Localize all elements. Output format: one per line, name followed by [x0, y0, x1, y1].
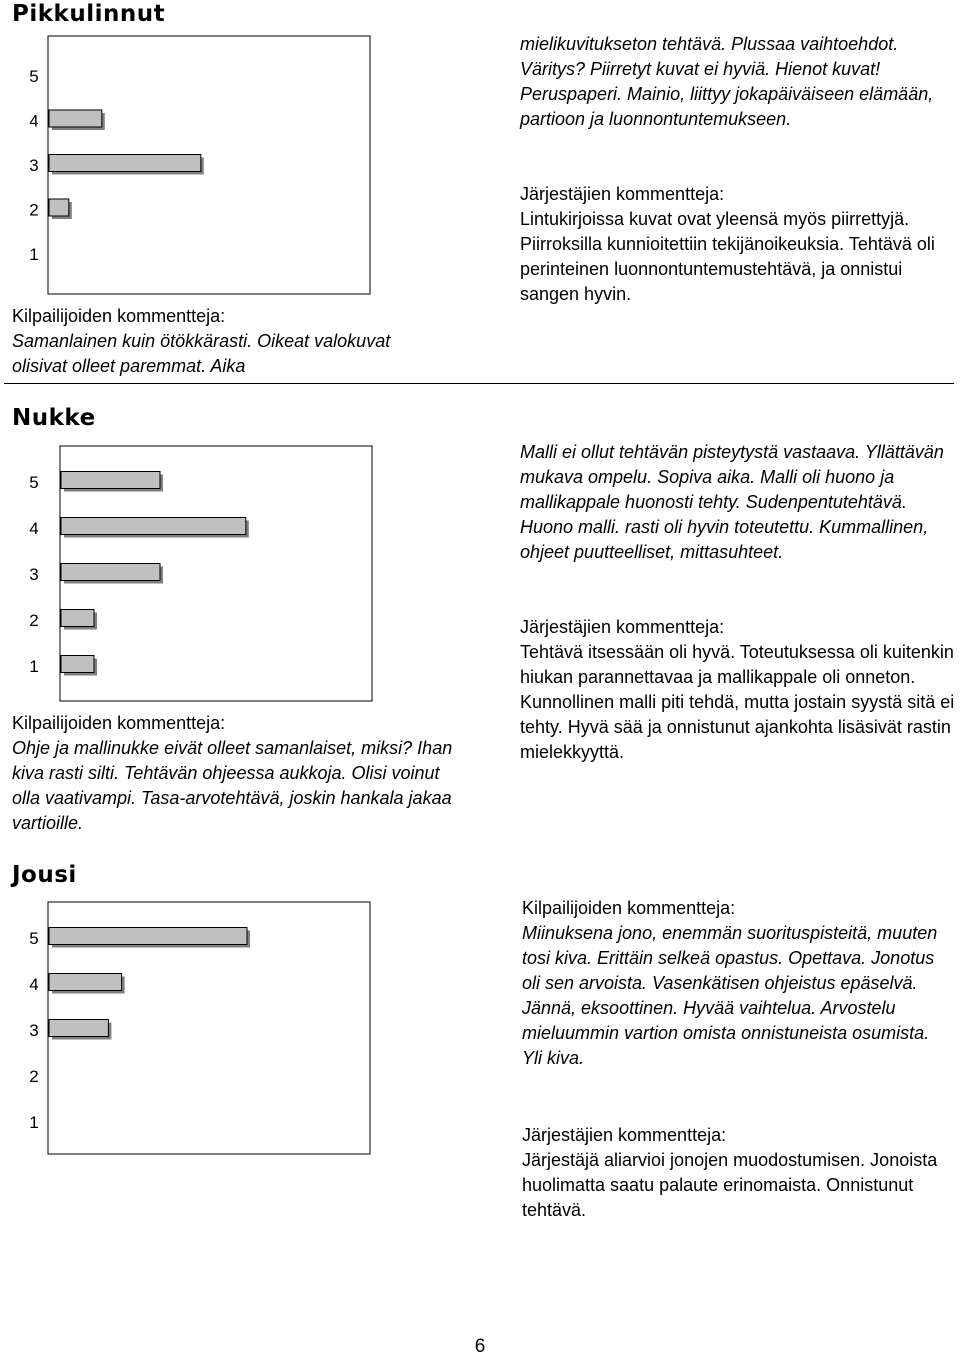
chart-nukke	[14, 444, 374, 710]
chart-jousi-svg	[14, 902, 374, 1157]
organizer-comments-text: Tehtävä itsessään oli hyvä. Toteutuksessa oli kuitenkin hiukan parannettavaa ja mallikappale oli onneton. Kunnollinen malli piti tehdä, mutta jostain syystä sitä ei tehty. Hyvä sää ja onnistunut ajankohta lisäsivät rastin mielekkyyttä.	[520, 642, 955, 762]
section-title-jousi: Jousi	[12, 862, 77, 888]
tick-label: 4	[29, 519, 39, 538]
bar	[49, 928, 247, 945]
participant-comments-nukke-right	[520, 440, 960, 565]
tick-label: 1	[29, 245, 39, 264]
tick-label: 5	[29, 929, 39, 948]
tick-label: 4	[29, 975, 39, 994]
organizer-comments-text: Lintukirjoissa kuvat ovat yleensä myös piirrettyjä. Piirroksilla kunnioitettiin tekijänoikeuksia. Tehtävä oli perinteinen luonnontuntemustehtävä, ja onnistui sangen hyvin.	[520, 209, 935, 304]
tick-label: 1	[29, 657, 39, 676]
participant-comments-text-cont: mielikuvitukseton tehtävä. Plussaa vaihtoehdot. Väritys? Piirretyt kuvat ei hyviä. Hienot kuvat! Peruspaperi. Mainio, liittyy jokapäiväiseen elämään, partioon ja luonnontuntemukseen.	[520, 34, 934, 129]
bar	[61, 610, 94, 627]
section-divider	[4, 383, 954, 384]
tick-label: 2	[29, 611, 39, 630]
bar	[49, 110, 102, 127]
tick-label: 3	[29, 1021, 39, 1040]
bar	[49, 1020, 108, 1037]
participant-comments-text: Ohje ja mallinukke eivät olleet samanlaiset, miksi? Ihan kiva rasti silti. Tehtävän ohjeessa aukkoja. Olisi voinut olla vaativampi. Tasa-arvotehtävä, joskin hankala jakaa vartioille.	[12, 738, 453, 833]
tick-label: 5	[29, 473, 39, 492]
bar	[49, 155, 201, 172]
section-title-pikkulinnut: Pikkulinnut	[12, 1, 166, 27]
tick-label: 4	[29, 111, 39, 131]
participant-comments-pikkulinnut-cont	[520, 32, 955, 132]
bar	[61, 472, 160, 489]
participant-comments-text: Samanlainen kuin ötökkärasti. Oikeat valokuvat olisivat olleet paremmat. Aika	[12, 331, 391, 376]
organizer-comments-nukke	[520, 615, 960, 765]
organizer-heading: Järjestäjien kommentteja:	[520, 617, 725, 637]
tick-label: 3	[29, 565, 39, 584]
bar	[49, 199, 69, 216]
tick-label: 3	[29, 156, 39, 175]
participant-comments-pikkulinnut	[12, 304, 412, 379]
organizer-comments-pikkulinnut	[520, 182, 955, 307]
tick-label: 2	[29, 1067, 39, 1086]
chart-pikkulinnut	[14, 36, 374, 304]
participant-heading: Kilpailijoiden kommentteja:	[12, 306, 226, 326]
bar	[61, 564, 160, 581]
organizer-comments-jousi	[522, 1123, 952, 1223]
chart-pikkulinnut-svg	[14, 36, 374, 304]
tick-label: 1	[29, 1113, 39, 1132]
participant-comments-jousi	[522, 896, 952, 1071]
bar	[61, 518, 246, 535]
participant-comments-text: Miinuksena jono, enemmän suorituspisteitä, muuten tosi kiva. Erittäin selkeä opastus. Opettava. Jonotus oli sen arvoista. Vasenkätisen ohjeistus epäselvä. Jännä, eksoottinen. Hyvää vaihtelua. Arvostelu mieluummin vartion omista onnistuneista osumista. Yli kiva.	[522, 923, 938, 1068]
chart-nukke-svg	[14, 444, 374, 710]
tick-label: 5	[29, 67, 39, 86]
bar	[49, 974, 122, 991]
bar	[61, 656, 94, 673]
organizer-heading: Järjestäjien kommentteja:	[522, 1125, 727, 1145]
section-title-nukke: Nukke	[12, 405, 96, 431]
page-number: 6	[474, 1336, 486, 1357]
chart-jousi	[14, 902, 374, 1157]
organizer-heading: Järjestäjien kommentteja:	[520, 184, 725, 204]
organizer-comments-text: Järjestäjä aliarvioi jonojen muodostumisen. Jonoista huolimatta saatu palaute erinomaista. Onnistunut tehtävä.	[522, 1150, 938, 1220]
participant-heading: Kilpailijoiden kommentteja:	[522, 898, 736, 918]
participant-heading: Kilpailijoiden kommentteja:	[12, 713, 226, 733]
participant-comments-right-text: Malli ei ollut tehtävän pisteytystä vastaava. Yllättävän mukava ompelu. Sopiva aika. Malli oli huono ja mallikappale huonosti tehty. Sudenpentutehtävä. Huono malli. rasti oli hyvin toteutettu. Kummallinen, ohjeet puutteelliset, mittasuhteet.	[520, 442, 944, 562]
tick-label: 2	[29, 200, 39, 220]
participant-comments-nukke	[12, 711, 462, 836]
